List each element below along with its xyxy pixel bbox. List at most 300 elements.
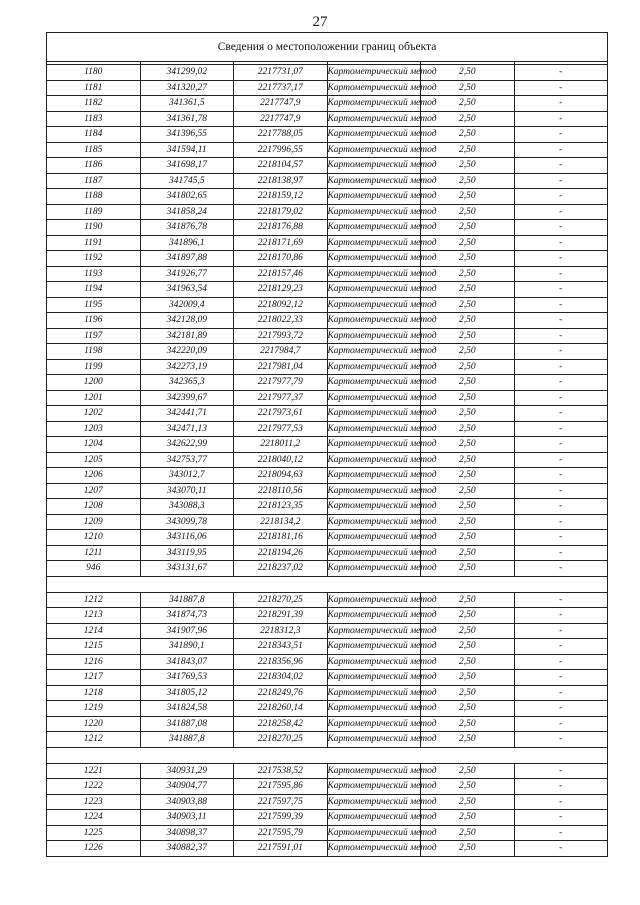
accuracy-cell: 2,50 [421,716,515,732]
description-cell: - [514,142,608,158]
y-coordinate-cell: 2218170,86 [234,251,328,267]
point-number-cell: 1215 [47,639,141,655]
description-cell: - [514,235,608,251]
y-coordinate-cell: 2217977,37 [234,390,328,406]
description-cell: - [514,359,608,375]
x-coordinate-cell: 342220,09 [140,344,234,360]
table-row [47,421,608,437]
x-coordinate-cell: 343116,06 [140,530,234,546]
point-number-cell: 1199 [47,359,141,375]
table-row [47,127,608,143]
point-number-cell: 1212 [47,732,141,748]
point-number-cell: 1213 [47,608,141,624]
point-number-cell: 1207 [47,483,141,499]
point-number-cell: 1216 [47,654,141,670]
description-cell: - [514,251,608,267]
accuracy-cell: 2,50 [421,779,515,795]
y-coordinate-cell: 2218343,51 [234,639,328,655]
y-coordinate-cell: 2218011,2 [234,437,328,453]
accuracy-cell: 2,50 [421,313,515,329]
table-row [47,313,608,329]
accuracy-cell: 2,50 [421,251,515,267]
description-cell: - [514,421,608,437]
x-coordinate-cell: 342471,13 [140,421,234,437]
method-cell: Картометрический метод [327,732,421,748]
method-cell: Картометрический метод [327,452,421,468]
table-row [47,437,608,453]
method-cell: Картометрический метод [327,282,421,298]
accuracy-cell: 2,50 [421,406,515,422]
table-row [47,80,608,96]
point-number-cell: 1219 [47,701,141,717]
x-coordinate-cell: 342128,09 [140,313,234,329]
table-row [47,328,608,344]
description-cell: - [514,530,608,546]
table-row [47,251,608,267]
x-coordinate-cell: 342753,77 [140,452,234,468]
x-coordinate-cell: 342399,67 [140,390,234,406]
point-number-cell: 1222 [47,779,141,795]
y-coordinate-cell: 2217597,75 [234,794,328,810]
table-row [47,235,608,251]
y-coordinate-cell: 2217591,01 [234,841,328,857]
y-coordinate-cell: 2218134,2 [234,514,328,530]
separator-cell [47,747,608,763]
x-coordinate-cell: 340904,77 [140,779,234,795]
y-coordinate-cell: 2218258,42 [234,716,328,732]
description-cell: - [514,313,608,329]
x-coordinate-cell: 341896,1 [140,235,234,251]
accuracy-cell: 2,50 [421,266,515,282]
table-row [47,359,608,375]
description-cell: - [514,390,608,406]
method-cell: Картометрический метод [327,499,421,515]
table-row [47,142,608,158]
description-cell: - [514,825,608,841]
y-coordinate-cell: 2218138,97 [234,173,328,189]
table-row [47,499,608,515]
accuracy-cell: 2,50 [421,65,515,81]
accuracy-cell: 2,50 [421,96,515,112]
accuracy-cell: 2,50 [421,328,515,344]
table-row [47,592,608,608]
accuracy-cell: 2,50 [421,670,515,686]
accuracy-cell: 2,50 [421,468,515,484]
table-row [47,825,608,841]
point-number-cell: 1191 [47,235,141,251]
y-coordinate-cell: 2218022,33 [234,313,328,329]
accuracy-cell: 2,50 [421,235,515,251]
table-row [47,375,608,391]
point-number-cell: 1217 [47,670,141,686]
point-number-cell: 1193 [47,266,141,282]
table-row [47,282,608,298]
x-coordinate-cell: 342365,3 [140,375,234,391]
description-cell: - [514,266,608,282]
point-number-cell: 1190 [47,220,141,236]
description-cell: - [514,437,608,453]
method-cell: Картометрический метод [327,623,421,639]
accuracy-cell: 2,50 [421,421,515,437]
table-row [47,530,608,546]
y-coordinate-cell: 2218270,25 [234,732,328,748]
point-number-cell: 1189 [47,204,141,220]
method-cell: Картометрический метод [327,220,421,236]
method-cell: Картометрический метод [327,561,421,577]
method-cell: Картометрический метод [327,142,421,158]
method-cell: Картометрический метод [327,111,421,127]
description-cell: - [514,639,608,655]
table-row [47,654,608,670]
accuracy-cell: 2,50 [421,111,515,127]
x-coordinate-cell: 340882,37 [140,841,234,857]
accuracy-cell: 2,50 [421,189,515,205]
y-coordinate-cell: 2217737,17 [234,80,328,96]
point-number-cell: 1208 [47,499,141,515]
point-number-cell: 1202 [47,406,141,422]
x-coordinate-cell: 341320,27 [140,80,234,96]
point-number-cell: 1212 [47,592,141,608]
point-number-cell: 1210 [47,530,141,546]
x-coordinate-cell: 342181,89 [140,328,234,344]
method-cell: Картометрический метод [327,189,421,205]
method-cell: Картометрический метод [327,654,421,670]
method-cell: Картометрический метод [327,127,421,143]
accuracy-cell: 2,50 [421,654,515,670]
description-cell: - [514,328,608,344]
y-coordinate-cell: 2218260,14 [234,701,328,717]
table-row [47,344,608,360]
method-cell: Картометрический метод [327,592,421,608]
method-cell: Картометрический метод [327,328,421,344]
y-coordinate-cell: 2218129,23 [234,282,328,298]
table-row [47,701,608,717]
y-coordinate-cell: 2217595,79 [234,825,328,841]
y-coordinate-cell: 2217973,61 [234,406,328,422]
method-cell: Картометрический метод [327,421,421,437]
y-coordinate-cell: 2218179,02 [234,204,328,220]
table-row [47,266,608,282]
description-cell: - [514,297,608,313]
method-cell: Картометрический метод [327,685,421,701]
accuracy-cell: 2,50 [421,545,515,561]
accuracy-cell: 2,50 [421,841,515,857]
boundary-coordinates-table [46,32,608,857]
description-cell: - [514,220,608,236]
table-row [47,111,608,127]
point-number-cell: 1182 [47,96,141,112]
table-row [47,390,608,406]
table-row [47,96,608,112]
table-row [47,732,608,748]
method-cell: Картометрический метод [327,158,421,174]
description-cell: - [514,80,608,96]
accuracy-cell: 2,50 [421,158,515,174]
table-row [47,406,608,422]
point-number-cell: 1204 [47,437,141,453]
x-coordinate-cell: 342441,71 [140,406,234,422]
method-cell: Картометрический метод [327,375,421,391]
method-cell: Картометрический метод [327,204,421,220]
accuracy-cell: 2,50 [421,623,515,639]
x-coordinate-cell: 341926,77 [140,266,234,282]
method-cell: Картометрический метод [327,468,421,484]
y-coordinate-cell: 2218181,16 [234,530,328,546]
y-coordinate-cell: 2218270,25 [234,592,328,608]
method-cell: Картометрический метод [327,763,421,779]
table-row [47,483,608,499]
accuracy-cell: 2,50 [421,763,515,779]
method-cell: Картометрический метод [327,344,421,360]
accuracy-cell: 2,50 [421,390,515,406]
point-number-cell: 1180 [47,65,141,81]
accuracy-cell: 2,50 [421,810,515,826]
y-coordinate-cell: 2218291,39 [234,608,328,624]
method-cell: Картометрический метод [327,390,421,406]
description-cell: - [514,499,608,515]
point-number-cell: 1205 [47,452,141,468]
point-number-cell: 1223 [47,794,141,810]
accuracy-cell: 2,50 [421,639,515,655]
point-number-cell: 1226 [47,841,141,857]
point-number-cell: 1194 [47,282,141,298]
y-coordinate-cell: 2217747,9 [234,96,328,112]
x-coordinate-cell: 342622,99 [140,437,234,453]
y-coordinate-cell: 2217538,52 [234,763,328,779]
description-cell: - [514,670,608,686]
accuracy-cell: 2,50 [421,514,515,530]
accuracy-cell: 2,50 [421,701,515,717]
point-number-cell: 1181 [47,80,141,96]
method-cell: Картометрический метод [327,530,421,546]
y-coordinate-cell: 2218356,96 [234,654,328,670]
accuracy-cell: 2,50 [421,344,515,360]
y-coordinate-cell: 2217788,05 [234,127,328,143]
description-cell: - [514,483,608,499]
accuracy-cell: 2,50 [421,732,515,748]
description-cell: - [514,344,608,360]
method-cell: Картометрический метод [327,825,421,841]
x-coordinate-cell: 341824,58 [140,701,234,717]
table-row [47,561,608,577]
table-row [47,670,608,686]
y-coordinate-cell: 2217977,53 [234,421,328,437]
point-number-cell: 1225 [47,825,141,841]
table-row [47,841,608,857]
method-cell: Картометрический метод [327,639,421,655]
x-coordinate-cell: 341876,78 [140,220,234,236]
table-row [47,204,608,220]
x-coordinate-cell: 340898,37 [140,825,234,841]
point-number-cell: 1197 [47,328,141,344]
y-coordinate-cell: 2217731,07 [234,65,328,81]
accuracy-cell: 2,50 [421,592,515,608]
table-row [47,763,608,779]
description-cell: - [514,127,608,143]
accuracy-cell: 2,50 [421,142,515,158]
method-cell: Картометрический метод [327,65,421,81]
table-row [47,545,608,561]
point-number-cell: 1220 [47,716,141,732]
method-cell: Картометрический метод [327,251,421,267]
accuracy-cell: 2,50 [421,375,515,391]
accuracy-cell: 2,50 [421,297,515,313]
x-coordinate-cell: 341361,78 [140,111,234,127]
table-row [47,173,608,189]
y-coordinate-cell: 2218176,88 [234,220,328,236]
point-number-cell: 1221 [47,763,141,779]
y-coordinate-cell: 2218092,12 [234,297,328,313]
x-coordinate-cell: 341907,96 [140,623,234,639]
y-coordinate-cell: 2218123,35 [234,499,328,515]
point-number-cell: 1183 [47,111,141,127]
description-cell: - [514,468,608,484]
description-cell: - [514,189,608,205]
description-cell: - [514,608,608,624]
table-row [47,779,608,795]
accuracy-cell: 2,50 [421,561,515,577]
accuracy-cell: 2,50 [421,685,515,701]
x-coordinate-cell: 341594,11 [140,142,234,158]
accuracy-cell: 2,50 [421,825,515,841]
method-cell: Картометрический метод [327,80,421,96]
method-cell: Картометрический метод [327,545,421,561]
table-row [47,685,608,701]
method-cell: Картометрический метод [327,810,421,826]
table-row [47,297,608,313]
description-cell: - [514,654,608,670]
y-coordinate-cell: 2218312,3 [234,623,328,639]
group-separator-row [47,747,608,763]
x-coordinate-cell: 343088,3 [140,499,234,515]
method-cell: Картометрический метод [327,96,421,112]
table-row [47,623,608,639]
point-number-cell: 1196 [47,313,141,329]
description-cell: - [514,716,608,732]
x-coordinate-cell: 341963,54 [140,282,234,298]
x-coordinate-cell: 341299,02 [140,65,234,81]
x-coordinate-cell: 341843,07 [140,654,234,670]
x-coordinate-cell: 341805,12 [140,685,234,701]
table-row [47,716,608,732]
table-body [47,33,608,857]
y-coordinate-cell: 2217993,72 [234,328,328,344]
method-cell: Картометрический метод [327,235,421,251]
method-cell: Картометрический метод [327,779,421,795]
point-number-cell: 1224 [47,810,141,826]
accuracy-cell: 2,50 [421,452,515,468]
y-coordinate-cell: 2218171,69 [234,235,328,251]
x-coordinate-cell: 340903,11 [140,810,234,826]
accuracy-cell: 2,50 [421,499,515,515]
description-cell: - [514,763,608,779]
accuracy-cell: 2,50 [421,173,515,189]
y-coordinate-cell: 2218110,56 [234,483,328,499]
x-coordinate-cell: 343099,78 [140,514,234,530]
accuracy-cell: 2,50 [421,794,515,810]
separator-cell [47,576,608,592]
table-row [47,468,608,484]
table-row [47,810,608,826]
table-row [47,220,608,236]
y-coordinate-cell: 2218194,26 [234,545,328,561]
x-coordinate-cell: 343012,7 [140,468,234,484]
point-number-cell: 1198 [47,344,141,360]
method-cell: Картометрический метод [327,841,421,857]
description-cell: - [514,732,608,748]
description-cell: - [514,452,608,468]
y-coordinate-cell: 2217984,7 [234,344,328,360]
point-number-cell: 1187 [47,173,141,189]
point-number-cell: 1195 [47,297,141,313]
y-coordinate-cell: 2217595,86 [234,779,328,795]
x-coordinate-cell: 343131,67 [140,561,234,577]
method-cell: Картометрический метод [327,173,421,189]
table-row [47,794,608,810]
y-coordinate-cell: 2218104,57 [234,158,328,174]
x-coordinate-cell: 341361,5 [140,96,234,112]
x-coordinate-cell: 341396,55 [140,127,234,143]
point-number-cell: 1185 [47,142,141,158]
description-cell: - [514,65,608,81]
method-cell: Картометрический метод [327,359,421,375]
accuracy-cell: 2,50 [421,220,515,236]
x-coordinate-cell: 341887,8 [140,732,234,748]
point-number-cell: 1211 [47,545,141,561]
table-row [47,514,608,530]
point-number-cell: 1218 [47,685,141,701]
point-number-cell: 1214 [47,623,141,639]
x-coordinate-cell: 341745,5 [140,173,234,189]
x-coordinate-cell: 341802,65 [140,189,234,205]
table-row [47,65,608,81]
x-coordinate-cell: 342009,4 [140,297,234,313]
table-row [47,452,608,468]
y-coordinate-cell: 2217981,04 [234,359,328,375]
point-number-cell: 1188 [47,189,141,205]
x-coordinate-cell: 341890,1 [140,639,234,655]
x-coordinate-cell: 341698,17 [140,158,234,174]
description-cell: - [514,173,608,189]
y-coordinate-cell: 2218157,46 [234,266,328,282]
y-coordinate-cell: 2218249,76 [234,685,328,701]
y-coordinate-cell: 2218040,12 [234,452,328,468]
description-cell: - [514,158,608,174]
point-number-cell: 1201 [47,390,141,406]
method-cell: Картометрический метод [327,716,421,732]
x-coordinate-cell: 341769,53 [140,670,234,686]
table-row [47,158,608,174]
point-number-cell: 1200 [47,375,141,391]
table-row [47,639,608,655]
y-coordinate-cell: 2217599,39 [234,810,328,826]
point-number-cell: 1186 [47,158,141,174]
description-cell: - [514,282,608,298]
accuracy-cell: 2,50 [421,608,515,624]
y-coordinate-cell: 2218159,12 [234,189,328,205]
accuracy-cell: 2,50 [421,437,515,453]
accuracy-cell: 2,50 [421,204,515,220]
accuracy-cell: 2,50 [421,530,515,546]
y-coordinate-cell: 2217977,79 [234,375,328,391]
x-coordinate-cell: 341874,73 [140,608,234,624]
point-number-cell: 1209 [47,514,141,530]
x-coordinate-cell: 343119,95 [140,545,234,561]
description-cell: - [514,592,608,608]
description-cell: - [514,623,608,639]
point-number-cell: 1184 [47,127,141,143]
method-cell: Картометрический метод [327,406,421,422]
